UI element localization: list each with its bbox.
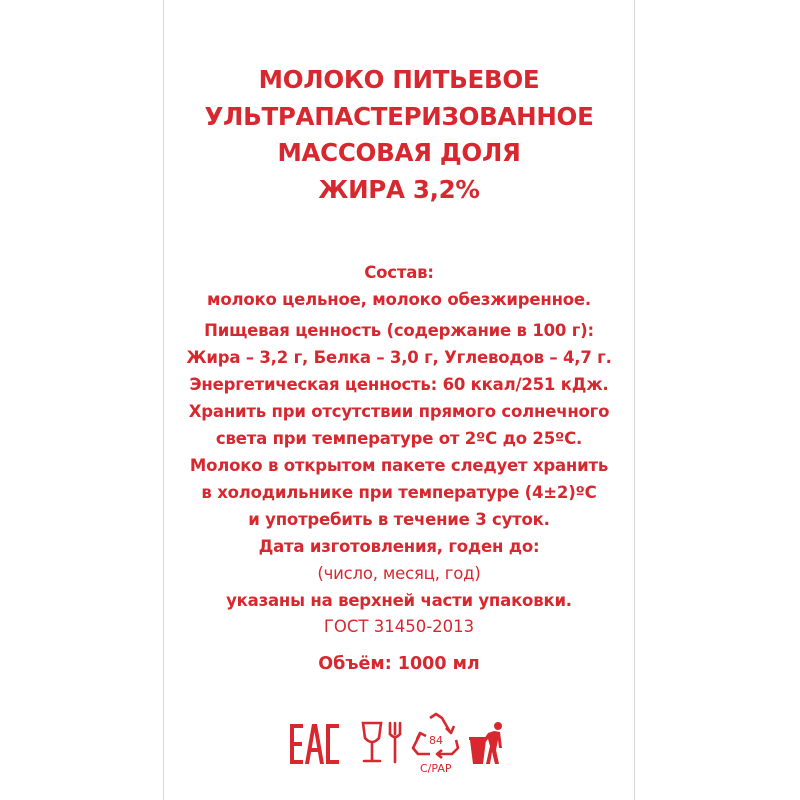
storage-line-2: света при температуре от 2ºС до 25ºС. <box>215 429 583 448</box>
recycling-code: 84 <box>429 734 443 747</box>
energy-value: Энергетическая ценность: 60 ккал/251 кДж. <box>189 375 609 394</box>
dates-line-3: указаны на верхней части упаковки. <box>226 591 572 610</box>
composition-heading: Состав: <box>364 263 434 282</box>
nutrition-values: Жира – 3,2 г, Белка – 3,0 г, Углеводов – 4,7 г. <box>186 348 612 367</box>
storage-line-5: и употребить в течение 3 суток. <box>248 510 550 529</box>
eac-mark-icon <box>290 724 340 764</box>
product-info <box>164 259 634 614</box>
label-panel <box>163 0 635 800</box>
storage-line-3: Молоко в открытом пакете следует хранить <box>189 456 609 475</box>
composition-text: молоко цельное, молоко обезжиренное. <box>207 290 591 309</box>
storage-line-1: Хранить при отсутствии прямого солнечного <box>188 402 610 421</box>
title-line-4: ЖИРА 3,2% <box>318 174 480 204</box>
volume: Объём: 1000 мл <box>318 654 480 674</box>
recycling-icon <box>410 712 462 760</box>
standard-code: ГОСТ 31450-2013 <box>323 617 475 636</box>
product-title <box>164 62 634 208</box>
title-line-1: МОЛОКО ПИТЬЕВОЕ <box>258 65 540 94</box>
tidyman-icon <box>468 720 508 766</box>
nutrition-heading: Пищевая ценность (содержание в 100 г): <box>204 321 594 340</box>
title-line-3: МАССОВАЯ ДОЛЯ <box>277 138 521 167</box>
storage-line-4: в холодильнике при температуре (4±2)ºС <box>201 483 597 502</box>
food-safe-icon <box>357 720 407 766</box>
recycling-material: C/PAP <box>420 762 452 775</box>
dates-line-1: Дата изготовления, годен до: <box>258 537 540 556</box>
dates-line-2: (число, месяц, год) <box>317 564 481 583</box>
title-line-2: УЛЬТРАПАСТЕРИЗОВАННОЕ <box>204 101 594 131</box>
marking-icons <box>164 700 636 800</box>
